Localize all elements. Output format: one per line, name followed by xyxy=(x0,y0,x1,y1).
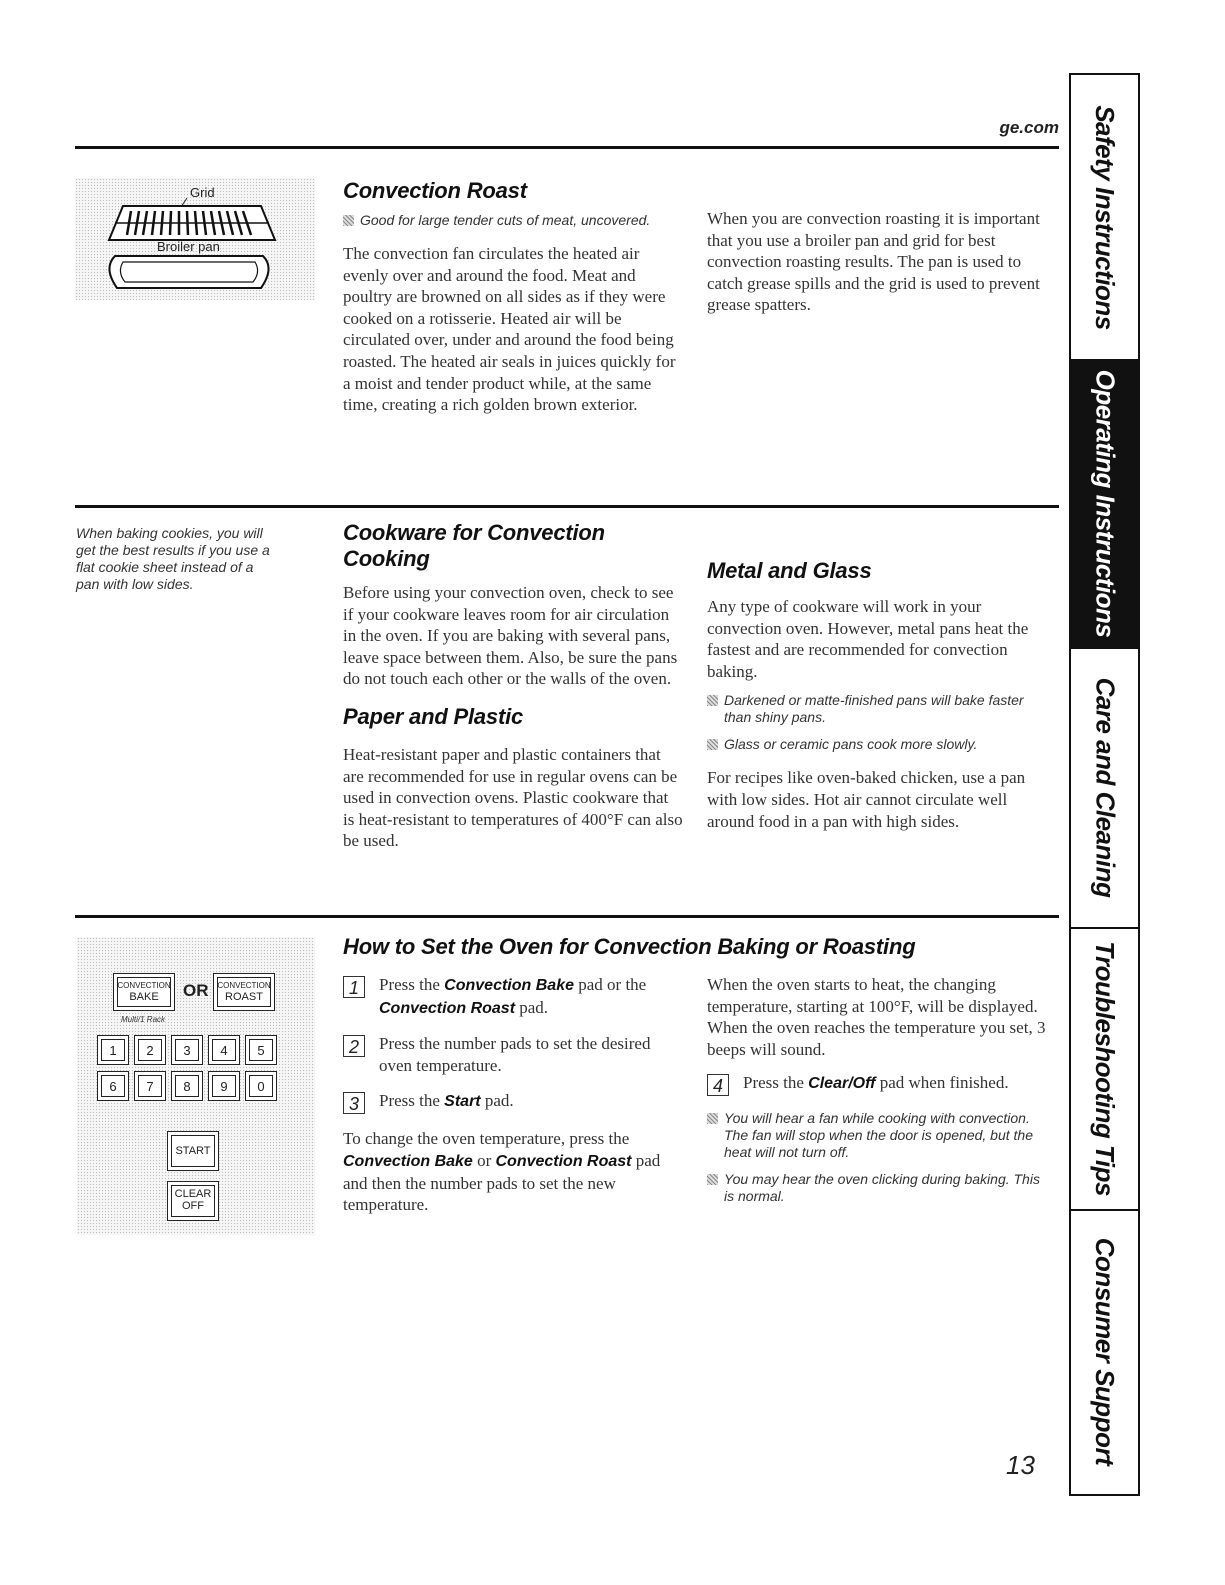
tab-safety-instructions[interactable]: Safety Instructions xyxy=(1090,104,1120,330)
section-rule xyxy=(75,505,1059,508)
convection-roast-section xyxy=(343,178,683,416)
metal-glass-title: Metal and Glass xyxy=(707,558,872,583)
step-2 xyxy=(343,1033,683,1076)
site-url: ge.com xyxy=(999,118,1059,137)
cookie-side-note: When baking cookies, you will get the best results if you use a flat cookie sheet instead of a pan with low sides. xyxy=(76,525,270,592)
section-tabs xyxy=(1069,73,1140,1496)
cookware-title: Cookware for Convection Cooking xyxy=(343,520,605,571)
bullet-icon xyxy=(707,739,718,750)
number-pad-5: 5 xyxy=(245,1035,277,1065)
number-pad-0: 0 xyxy=(245,1071,277,1101)
bullet-icon xyxy=(707,1113,718,1124)
metal-glass-body-2: For recipes like oven-baked chicken, use a pan with low sides. Hot air cannot circulate well around food in a pan with high sides. xyxy=(707,768,1026,831)
convection-roast-body: The convection fan circulates the heated air evenly over and around the food. Meat and poultry are browned on all sides as if they were cooked on a rotisserie. Heated air will be circulated over, under and around the food being roasted. The heated air seals in juices quickly for a moist and tender product while, at the same time, creating a rich golden brown exterior. xyxy=(343,244,676,415)
top-rule xyxy=(75,146,1059,149)
metal-glass-bullet-text: Darkened or matte-finished pans will bake faster than shiny pans. xyxy=(724,692,1024,726)
or-label: OR xyxy=(183,981,209,1000)
number-pad-8: 8 xyxy=(171,1071,203,1101)
clear-off-keyword: Clear/Off xyxy=(808,1075,876,1093)
convection-bake-pad: CONVECTION BAKE xyxy=(113,973,175,1011)
metal-glass-bullet xyxy=(707,736,1047,753)
how-to-right-column xyxy=(707,974,1047,1205)
clear-off-pad: CLEAR OFF xyxy=(167,1181,219,1221)
fan-note-text: You will hear a fan while cooking with convection. The fan will stop when the door is opened, but the heat will not turn off. xyxy=(724,1110,1033,1161)
tab-consumer-support[interactable]: Consumer Support xyxy=(1090,1237,1121,1466)
tab-care-and-cleaning[interactable]: Care and Cleaning xyxy=(1090,677,1120,897)
paper-plastic-title: Paper and Plastic xyxy=(343,703,524,729)
metal-glass-bullet xyxy=(707,692,1047,726)
convection-roast-title: Convection Roast xyxy=(343,178,527,203)
section-rule xyxy=(75,915,1059,918)
convection-roast-body-right: When you are convection roasting it is important that you use a broiler pan and grid for best convection roasting results. The pan is used to catch grease spills and the grid is used to prevent grease spatters. xyxy=(707,209,1040,315)
metal-glass-body: Any type of cookware will work in your convection oven. However, metal pans heat the fastest and are recommended for convection baking. xyxy=(707,597,1029,681)
number-pad-9: 9 xyxy=(208,1071,240,1101)
clicking-note-text: You may hear the oven clicking during baking. This is normal. xyxy=(724,1171,1040,1205)
convection-roast-tip-text: Good for large tender cuts of meat, uncovered. xyxy=(360,212,651,228)
number-pad-2: 2 xyxy=(134,1035,166,1065)
convection-roast-keyword: Convection Roast xyxy=(379,999,516,1017)
page-number: 13 xyxy=(1006,1450,1035,1480)
bullet-icon xyxy=(343,215,354,226)
step-number: 3 xyxy=(343,1092,365,1114)
bullet-icon xyxy=(707,695,718,706)
fan-note xyxy=(707,1110,1047,1161)
step-number: 1 xyxy=(343,976,365,998)
broiler-pan-illustration xyxy=(75,178,315,300)
clicking-note xyxy=(707,1171,1047,1205)
number-pad-1: 1 xyxy=(97,1035,129,1065)
multi-rack-label: Multi/1 Rack xyxy=(121,1015,166,1024)
number-pad-6: 6 xyxy=(97,1071,129,1101)
broiler-pan-label: Broiler pan xyxy=(157,239,220,254)
step-3: 3 Press the Start pad. xyxy=(343,1090,683,1114)
bullet-icon xyxy=(707,1174,718,1185)
start-keyword: Start xyxy=(444,1093,481,1111)
control-panel-illustration xyxy=(77,937,315,1235)
cookware-section xyxy=(343,520,683,852)
number-pad-3: 3 xyxy=(171,1035,203,1065)
paper-plastic-body: Heat-resistant paper and plastic containers that are recommended for use in regular ovens can be used in convection ovens. Plastic cookware that is heat-resistant to temperatures of 400°F can also be used. xyxy=(343,744,683,851)
step-4: 4 Press the Clear/Off pad when finished. xyxy=(707,1072,1047,1096)
cookware-body: Before using your convection oven, check to see if your cookware leaves room for air circulation in the oven. If you are baking with several pans, leave space between them. Also, be sure the pans do not touch each other or the walls of the oven. xyxy=(343,583,678,689)
metal-glass-section xyxy=(707,558,1047,832)
step-number: 2 xyxy=(343,1035,365,1057)
step-number: 4 xyxy=(707,1074,729,1096)
metal-glass-bullet-text: Glass or ceramic pans cook more slowly. xyxy=(724,736,978,753)
tab-troubleshooting-tips[interactable]: Troubleshooting Tips xyxy=(1090,940,1120,1196)
start-pad: START xyxy=(167,1131,219,1171)
tab-operating-instructions[interactable]: Operating Instructions xyxy=(1071,359,1138,647)
convection-bake-keyword: Convection Bake xyxy=(444,977,574,994)
grid-label: Grid xyxy=(190,185,215,200)
how-to-title: How to Set the Oven for Convection Baking or Roasting xyxy=(343,934,916,959)
convection-roast-tip xyxy=(343,212,683,229)
heating-info: When the oven starts to heat, the changing temperature, starting at 100°F, will be displayed. When the oven reaches the temperature you set, 3 beeps will sound. xyxy=(707,975,1046,1059)
step-1: 1 Press the Convection Bake pad or the Convection Roast pad. xyxy=(343,974,683,1019)
how-to-steps xyxy=(343,974,683,1216)
step-text: Press the number pads to set the desired oven temperature. xyxy=(379,1034,651,1075)
number-pad-7: 7 xyxy=(134,1071,166,1101)
convection-roast-pad: CONVECTION ROAST xyxy=(213,973,275,1011)
number-pad-4: 4 xyxy=(208,1035,240,1065)
change-temperature-text: To change the oven temperature, press the Convection Bake or Convection Roast pad and then the number pads to set the new temperature. xyxy=(343,1129,661,1215)
